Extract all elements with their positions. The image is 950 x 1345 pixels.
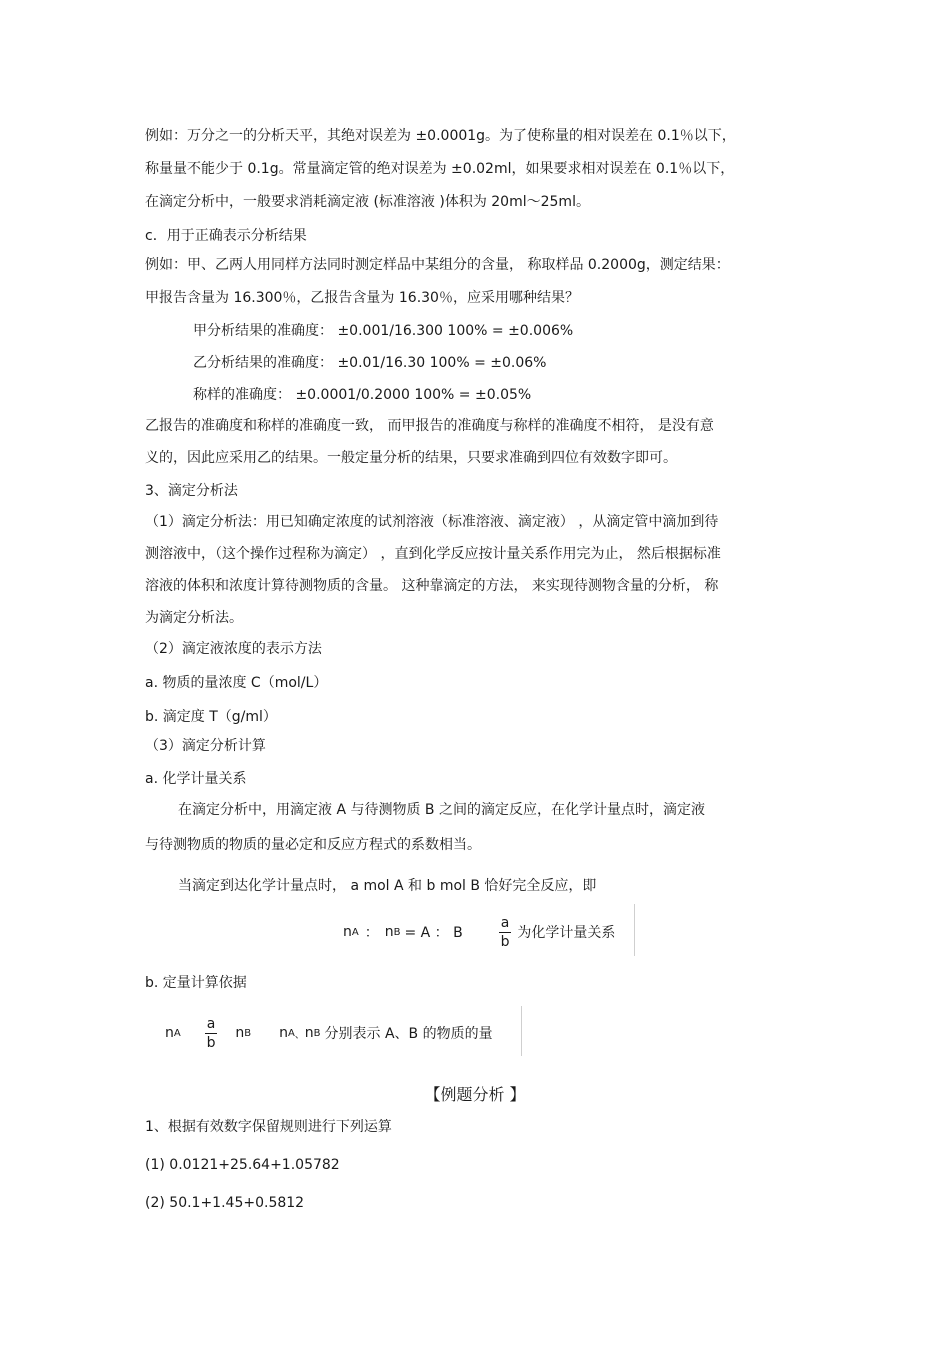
para4-line1: （1）滴定分析法：用已知确定浓度的试剂溶液（标准溶液、滴定液） ，从滴定管中滴加到待 xyxy=(145,514,719,530)
question-1-part-2: (2) 50.1+1.45+0.5812 xyxy=(145,1195,305,1211)
eq1-nB-sub: B xyxy=(393,926,401,938)
eq1-nA: n xyxy=(343,924,352,940)
para2-line1: 例如：甲、乙两人用同样方法同时测定样品中某组分的含量， 称取样品 0.2000g，测定结果： xyxy=(145,257,730,273)
eq2-nB: n xyxy=(235,1025,245,1041)
question-1-part-1: (1) 0.0121+25.64+1.05782 xyxy=(145,1157,340,1173)
para3-line2: 义的，因此应采用乙的结果。一般定量分析的结果，只要求准确到四位有效数字即可。 xyxy=(145,450,677,466)
eq2-note-text: 分别表示 A、B 的物质的量 xyxy=(324,1026,493,1042)
calc-cheng: 称样的准确度： ±0.0001/0.2000 100% = ±0.05% xyxy=(193,387,532,403)
eq1-frac-num: a xyxy=(500,914,510,931)
equation-stoichiometric-ratio xyxy=(343,910,615,954)
item-a-molarity: a. 物质的量浓度 C（mol/L） xyxy=(145,675,328,691)
eq1-divider xyxy=(634,904,635,956)
eq2-note-n2: n xyxy=(304,1025,314,1041)
eq2-note-sep: 、 xyxy=(294,1029,305,1041)
para4-line3: 溶液的体积和浓度计算待测物质的含量。 这种靠滴定的方法， 来实现待测物含量的分析， 称 xyxy=(145,578,719,594)
para5-line2: 与待测物质的物质的量必定和反应方程式的系数相当。 xyxy=(145,837,481,853)
eq2-fraction xyxy=(205,1015,218,1052)
example-analysis-title: 【例题分析 】 xyxy=(424,1085,526,1104)
eq2-frac-num: a xyxy=(206,1015,216,1032)
item-b-titer: b. 滴定度 T（g/ml） xyxy=(145,709,277,725)
para5-line1: 在滴定分析中，用滴定液 A 与待测物质 B 之间的滴定反应，在化学计量点时，滴定液 xyxy=(178,802,705,818)
eq1-frac-den: b xyxy=(500,933,510,950)
eq1-colon: ： xyxy=(364,925,379,941)
eq2-nB-sub: B xyxy=(244,1027,252,1039)
eq2-nA-sub: A xyxy=(173,1027,181,1039)
section-3-heading: 3、滴定分析法 xyxy=(145,483,238,499)
calc-jia: 甲分析结果的准确度： ±0.001/16.300 100% = ±0.006% xyxy=(193,323,574,339)
eq2-note-sub2: B xyxy=(313,1027,321,1039)
para2-line2: 甲报告含量为 16.300％，乙报告含量为 16.30％，应采用哪种结果？ xyxy=(145,290,579,306)
para1-line3: 在滴定分析中，一般要求消耗滴定液 (标准溶液 )体积为 20ml～25ml。 xyxy=(145,194,590,210)
para1-line2: 称量量不能少于 0.1g。常量滴定管的绝对误差为 ±0.02ml，如果要求相对误差在 0.1％以下， xyxy=(145,161,735,177)
item-b-quantitative-basis: b. 定量计算依据 xyxy=(145,975,247,991)
eq1-note: 为化学计量关系 xyxy=(517,925,616,941)
subsection-3-heading: （3）滴定分析计算 xyxy=(145,738,266,754)
para4-line2: 测溶液中，（这个操作过程称为滴定） ，直到化学反应按计量关系作用完为止， 然后根据标准 xyxy=(145,546,721,562)
para1-line1: 例如：万分之一的分析天平，其绝对误差为 ±0.0001g。为了使称量的相对误差在 0.1％以下， xyxy=(145,128,736,144)
eq1-nA-sub: A xyxy=(351,926,359,938)
para4-line4: 为滴定分析法。 xyxy=(145,610,243,626)
eq1-rhs: = A ： B xyxy=(404,925,463,941)
calc-yi: 乙分析结果的准确度： ±0.01/16.30 100% = ±0.06% xyxy=(193,355,547,371)
question-1: 1、根据有效数字保留规则进行下列运算 xyxy=(145,1119,392,1135)
eq1-nB: n xyxy=(384,924,394,940)
eq2-frac-den: b xyxy=(206,1034,216,1051)
subsection-2-heading: （2）滴定液浓度的表示方法 xyxy=(145,641,322,657)
item-a-stoichiometry: a. 化学计量关系 xyxy=(145,771,247,787)
eq2-nA: n xyxy=(165,1025,174,1041)
eq2-divider xyxy=(521,1006,522,1056)
para5-line3: 当滴定到达化学计量点时， a mol A 和 b mol B 恰好完全反应，即 xyxy=(178,878,597,894)
eq2-note-sub1: A xyxy=(287,1027,295,1039)
section-c-heading: c．用于正确表示分析结果 xyxy=(145,228,307,244)
eq2-note-n1: n xyxy=(279,1025,288,1041)
para3-line1: 乙报告的准确度和称样的准确度一致， 而甲报告的准确度与称样的准确度不相符， 是没有意 xyxy=(145,418,714,434)
eq1-fraction xyxy=(499,914,512,951)
equation-quantitative xyxy=(165,1010,493,1056)
